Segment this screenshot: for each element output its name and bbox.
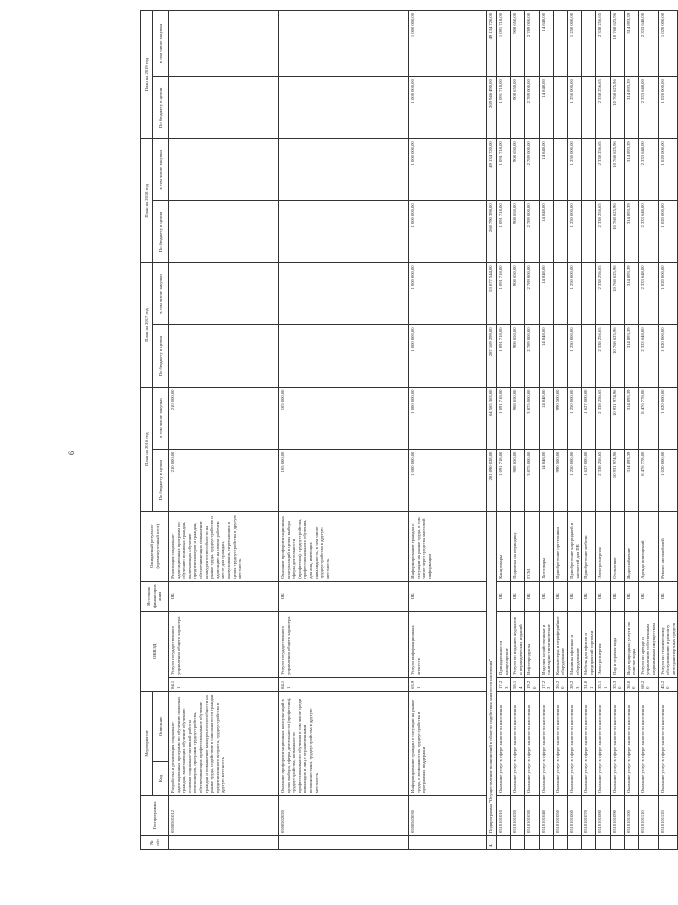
cell-code: 0500503030 <box>409 795 487 835</box>
cell-source: ОБ <box>279 581 409 611</box>
cell-source: ОБ <box>610 581 624 611</box>
cell-value: 1 250 000,00 <box>567 11 581 77</box>
cell-value <box>279 77 409 139</box>
cell-result: Подписка на периодику <box>511 511 525 581</box>
cell-blank <box>511 836 525 850</box>
cell-okved: 68.20 <box>638 677 658 691</box>
section-label: Подпрограмма "Осуществление полномочий в области содействия занятости населения" <box>487 511 497 835</box>
cell-value <box>582 263 596 325</box>
cell-okved-name: Услуги государственного управления общего характера <box>279 611 409 677</box>
header-program: Госпрограмма <box>141 795 169 835</box>
cell-okved-name: Принадлежности канцелярские <box>497 611 511 677</box>
cell-source: ОБ <box>624 581 638 611</box>
cell-result: Электроэнергия <box>596 511 610 581</box>
cell-name: Оказание услуг в сфере занятости населения <box>553 691 567 795</box>
cell-value: 14 848,00 <box>539 387 553 449</box>
cell-value: 2 789 000,00 <box>525 77 539 139</box>
table-row <box>511 11 525 850</box>
cell-value: 2 333 648,00 <box>638 77 658 139</box>
cell-value: 10 768 625,96 <box>610 77 624 139</box>
cell-value: 2 338 256,65 <box>596 201 610 263</box>
cell-source: ОБ <box>539 581 553 611</box>
cell-value: 2 338 256,65 <box>596 325 610 387</box>
cell-value: 990 500,00 <box>553 449 567 511</box>
cell-name: Оказание услуг в сфере занятости населения <box>539 691 553 795</box>
cell-source: ОБ <box>582 581 596 611</box>
cell-value: 2 333 648,00 <box>638 325 658 387</box>
cell-value: 1 250 000,00 <box>567 387 581 449</box>
cell-value: 14 848,00 <box>539 77 553 139</box>
cell-value: 2 789 000,00 <box>525 263 539 325</box>
cell-value <box>169 263 279 325</box>
table-row <box>553 11 567 850</box>
cell-value: 1 091 718,00 <box>497 77 511 139</box>
header-source: Источник финансирования <box>141 581 169 611</box>
cell-value: 1 000 000,00 <box>409 449 487 511</box>
cell-okved: 58.14 <box>511 677 525 691</box>
cell-value: 14 848,00 <box>539 11 553 77</box>
cell-name: Оказание профориентационных консультаций в целях выбора, сферы деятельности (профессии), трудоустройства, возможности профессионального обучения в том числе среди инвалидов и лиц с ограниченными возможностями, трудоустройства в другую местность <box>279 691 409 795</box>
cell-value: 1 091 718,00 <box>497 387 511 449</box>
cell-okved: 17.22 <box>539 677 553 691</box>
cell-value: 10 768 625,96 <box>610 263 624 325</box>
header-no: № п/п <box>141 836 169 850</box>
cell-value: 1 020 000,00 <box>658 325 678 387</box>
cell-code: 0510101040 <box>539 795 553 835</box>
cell-value: 210 000,00 <box>169 449 279 511</box>
table-row <box>169 11 279 850</box>
cell-value: 1 020 000,00 <box>658 201 678 263</box>
cell-value: 2 338 256,65 <box>596 387 610 449</box>
table-row <box>539 11 553 850</box>
cell-okved-name: Услуги по техническому обслуживанию и ремонту автотранспортных средств <box>658 611 678 677</box>
cell-okved-name: Пар и горячая вода <box>610 611 624 677</box>
cell-okved: 84.11 <box>279 677 409 691</box>
cell-value: 268 790 398,00 <box>487 201 497 263</box>
cell-value <box>279 263 409 325</box>
cell-name: Оказание услуг в сфере занятости населения <box>596 691 610 795</box>
cell-value <box>582 139 596 201</box>
cell-value <box>279 11 409 77</box>
cell-value: 908 650,00 <box>511 11 525 77</box>
detail-rows <box>497 11 678 850</box>
cell-source: ОБ <box>409 581 487 611</box>
cell-value: 908 650,00 <box>511 449 525 511</box>
cell-name: Оказание услуг в сфере занятости населения <box>658 691 678 795</box>
cell-okved: 19.20 <box>525 677 539 691</box>
cell-value: 1 250 000,00 <box>567 77 581 139</box>
cell-source: ОБ <box>525 581 539 611</box>
cell-okved-name: Услуги государственного управления общего характера <box>169 611 279 677</box>
cell-value: 1 091 718,00 <box>497 201 511 263</box>
cell-value: 1 000 000,00 <box>409 387 487 449</box>
cell-value: 8 476 778,00 <box>638 449 658 511</box>
cell-code: 0510101090 <box>610 795 624 835</box>
cell-okved-name: Услуги по аренде и управлению собственным недвижимым имуществом <box>638 611 658 677</box>
cell-okved: 31.01 <box>582 677 596 691</box>
cell-value: 105 000,00 <box>279 387 409 449</box>
cell-value: 2 789 000,00 <box>525 139 539 201</box>
cell-value: 10 768 625,96 <box>610 325 624 387</box>
header-plan-2016: План на 2016 год <box>141 387 153 511</box>
cell-value: 1 020 000,00 <box>658 449 678 511</box>
cell-code: 0510101030 <box>525 795 539 835</box>
cell-value <box>582 77 596 139</box>
cell-value: 1 000 000,00 <box>409 139 487 201</box>
cell-value: 908 650,00 <box>511 263 525 325</box>
cell-value: 1 020 000,00 <box>658 11 678 77</box>
header-code: Код <box>153 761 169 795</box>
cell-value: 2 789 000,00 <box>525 11 539 77</box>
cell-value <box>553 11 567 77</box>
cell-value: 14 848,00 <box>539 325 553 387</box>
cell-value: 314 893,39 <box>624 77 638 139</box>
cell-code: 0510101070 <box>582 795 596 835</box>
cell-value: 2 789 000,00 <box>525 201 539 263</box>
cell-value: 53 077 544,00 <box>487 263 497 325</box>
cell-okved: 84.11 <box>169 677 279 691</box>
cell-value: 10 768 625,96 <box>610 11 624 77</box>
cell-value <box>169 139 279 201</box>
cell-result: Приобретение мебели <box>582 511 596 581</box>
cell-value: 105 000,00 <box>279 449 409 511</box>
cell-code: 0510101060 <box>567 795 581 835</box>
cell-result: Оказание профориентационных консультаций в целях выбора сферы деятельности (профессии), трудоустройства, профессионального обучения, для лиц, имеющих инвалидность, в том числе трудоустройства в другую местность <box>279 511 409 581</box>
cell-name: Оказание услуг в сфере занятости населения <box>624 691 638 795</box>
cell-value <box>279 201 409 263</box>
cell-code: 0510101050 <box>553 795 567 835</box>
cell-blank <box>658 836 678 850</box>
cell-value: 908 650,00 <box>511 139 525 201</box>
cell-blank <box>525 836 539 850</box>
cell-value: 3 875 000,00 <box>525 449 539 511</box>
cell-value: 1 627 000,00 <box>582 387 596 449</box>
header-plan-2018: План на 2018 год <box>141 139 153 263</box>
cell-name: Оказание услуг в сфере занятости населения <box>567 691 581 795</box>
cell-okved: 26.20 <box>553 677 567 691</box>
procurement-plan-table <box>140 10 678 850</box>
table-row <box>658 11 678 850</box>
cell-value: 281 890 028,00 <box>487 449 497 511</box>
cell-source: ОБ <box>511 581 525 611</box>
table-row <box>582 11 596 850</box>
cell-result: Информирование граждан о ситуации на рынке труда, в том числе через средства массовой информации <box>409 511 487 581</box>
cell-value: 14 848,00 <box>539 449 553 511</box>
cell-blank <box>497 836 511 850</box>
cell-code: 0510101120 <box>658 795 678 835</box>
cell-value: 908 650,00 <box>511 77 525 139</box>
cell-result: Хозтовары <box>539 511 553 581</box>
cell-okved-name: Услуги по изданию журналов и периодических изданий <box>511 611 525 677</box>
cell-value: 49 134 720,00 <box>487 139 497 201</box>
header-budget: По бюджету в целом <box>153 201 169 263</box>
cell-value: 2 333 648,00 <box>638 139 658 201</box>
page-number: 6 <box>67 451 76 455</box>
cell-name: Информирование граждан о ситуации на рынке труда, о возможностях трудоустройства и программах поддержки <box>409 691 487 795</box>
cell-value: 314 893,39 <box>624 449 638 511</box>
table-row <box>567 11 581 850</box>
cell-result: Приобретение картриджей и запчастей для ПК <box>567 511 581 581</box>
cell-value <box>553 263 567 325</box>
header-budget: По бюджету в целом <box>153 449 169 511</box>
cell-value: 1 000 000,00 <box>409 201 487 263</box>
cell-okved-name: Нефтепродукты <box>525 611 539 677</box>
header-plan-2017: План на 2017 год <box>141 263 153 387</box>
cell-value: 314 893,39 <box>624 325 638 387</box>
cell-code: 0510101080 <box>596 795 610 835</box>
cell-code: 0500501012 <box>169 795 279 835</box>
header-incl: в том числе закупки <box>153 139 169 201</box>
cell-value <box>553 325 567 387</box>
cell-value: 1 020 000,00 <box>658 77 678 139</box>
cell-value: 14 848,00 <box>539 263 553 325</box>
cell-value: 2 338 256,65 <box>596 263 610 325</box>
rotated-table-page <box>140 10 676 850</box>
cell-value: 2 338 256,65 <box>596 77 610 139</box>
cell-result: Водоснабжение <box>624 511 638 581</box>
cell-code: 0510101020 <box>511 795 525 835</box>
header-budget: По бюджету в целом <box>153 325 169 387</box>
cell-blank <box>539 836 553 850</box>
cell-source: ОБ <box>638 581 658 611</box>
cell-okved-name: Электроэнергия <box>596 611 610 677</box>
cell-value: 2 789 000,00 <box>525 325 539 387</box>
cell-okved-name: Компьютеры и периферийное оборудование <box>553 611 567 677</box>
cell-source: ОБ <box>567 581 581 611</box>
table-row <box>497 11 511 850</box>
cell-value: 1 000 000,00 <box>409 77 487 139</box>
cell-name: Оказание услуг в сфере занятости населения <box>638 691 658 795</box>
cell-name: Оказание услуг в сфере занятости населения <box>511 691 525 795</box>
cell-value: 314 893,39 <box>624 139 638 201</box>
cell-value: 1 000 000,00 <box>409 263 487 325</box>
cell-value: 2 333 648,00 <box>638 201 658 263</box>
cell-value: 210 000,00 <box>169 387 279 449</box>
cell-value <box>582 325 596 387</box>
cell-okved-name: Услуги информационных агентств <box>409 611 487 677</box>
cell-blank <box>553 836 567 850</box>
cell-value: 1 091 718,00 <box>497 449 511 511</box>
cell-value: 8 476 778,00 <box>638 387 658 449</box>
cell-value: 2 338 256,65 <box>596 11 610 77</box>
cell-blank <box>624 836 638 850</box>
table-row <box>624 11 638 850</box>
cell-value: 1 091 718,00 <box>497 325 511 387</box>
cell-result: Отопление <box>610 511 624 581</box>
cell-name: Оказание услуг в сфере занятости населения <box>610 691 624 795</box>
cell-blank <box>582 836 596 850</box>
cell-value <box>169 11 279 77</box>
cell-code: 0500502020 <box>279 795 409 835</box>
cell-value: 10 931 974,96 <box>610 387 624 449</box>
cell-okved: 36.00 <box>624 677 638 691</box>
cell-name: Оказание услуг в сфере занятости населения <box>497 691 511 795</box>
header-okved: ОКВЭД <box>141 611 169 691</box>
cell-result: Реализация социально-адаптационных программ по обучению пожилых граждан, включающих обучение предпенсионеров и граждан, обеспечивающих повышение конкурентоспособности на рынке труда, трудоустройство и адаптацию на новом рабочем месте для граждан, выпускников, переехавших в целях трудоустройства в другую местность <box>169 511 279 581</box>
cell-value: 2 333 648,00 <box>638 263 658 325</box>
cell-source: ОБ <box>497 581 511 611</box>
cell-value: 269 946 490,00 <box>487 77 497 139</box>
cell-okved: 28.23 <box>567 677 581 691</box>
cell-value: 1 250 000,00 <box>567 325 581 387</box>
header-activity: Мероприятие <box>141 691 153 795</box>
table-row <box>279 11 409 850</box>
cell-value: 287 169 299,00 <box>487 325 497 387</box>
cell-value: 2 338 256,65 <box>596 449 610 511</box>
cell-value: 314 893,39 <box>624 11 638 77</box>
cell-okved-name: Машины офисные и оборудование <box>567 611 581 677</box>
cell-okved: 35.30 <box>610 677 624 691</box>
cell-value <box>553 77 567 139</box>
cell-value: 1 091 718,00 <box>497 263 511 325</box>
cell-value: 64 565 363,00 <box>487 387 497 449</box>
cell-value: 908 650,00 <box>511 387 525 449</box>
cell-value: 908 650,00 <box>511 201 525 263</box>
cell-value: 1 627 000,00 <box>582 449 596 511</box>
cell-blank <box>638 836 658 850</box>
cell-value: 1 020 000,00 <box>658 139 678 201</box>
header-incl: в том числе закупки <box>153 387 169 449</box>
cell-blank <box>610 836 624 850</box>
cell-code: 0510101110 <box>638 795 658 835</box>
cell-name: Оказание услуг в сфере занятости населения <box>525 691 539 795</box>
cell-value <box>582 201 596 263</box>
cell-value: 990 500,00 <box>553 387 567 449</box>
cell-blank <box>567 836 581 850</box>
cell-value <box>279 325 409 387</box>
header-budget: По бюджету в целом <box>153 77 169 139</box>
cell-result: Аренда помещений <box>638 511 658 581</box>
cell-value <box>553 139 567 201</box>
table-row <box>610 11 624 850</box>
cell-code: 0510101100 <box>624 795 638 835</box>
cell-result: Канцтовары <box>497 511 511 581</box>
cell-name: Разработка и реализация социально-адаптационных программ по обучению пожилых граждан, включающих обучение обучению основам социально-активной работы пенсионеров, программ трудоустройства, обеспечивающих профессиональное обучение граждан и повышение конкурентоспособности на рынке труда, содействие в самозанятости граждан предпенсионного возраста, трудоустройства в другую местность <box>169 691 279 795</box>
cell-source: ОБ <box>553 581 567 611</box>
section-row: 4. Подпрограмма "Осуществление полномочий в области содействия занятости населения" 281 890 028,00 64 565 363,00 287 169 299,00 53 077 544,00 268 790 398,00 49 134 720,00 269 946 490,00 49 134 720,00 <box>487 11 497 850</box>
cell-value <box>169 325 279 387</box>
cell-value: 314 893,39 <box>624 387 638 449</box>
cell-value: 49 134 720,00 <box>487 11 497 77</box>
cell-okved-name: Мебель для офисов и предприятий торговли <box>582 611 596 677</box>
cell-value: 10 768 625,96 <box>610 139 624 201</box>
header-incl: в том числе закупки <box>153 11 169 77</box>
cell-value: 1 250 000,00 <box>567 263 581 325</box>
cell-value: 1 091 718,00 <box>497 11 511 77</box>
cell-value: 1 250 000,00 <box>567 449 581 511</box>
cell-result: Приобретение оргтехники <box>553 511 567 581</box>
cell-value: 10 931 974,96 <box>610 449 624 511</box>
cell-result: Ремонт автомобилей <box>658 511 678 581</box>
cell-value: 2 333 648,00 <box>638 11 658 77</box>
cell-okved: 63.91 <box>409 677 487 691</box>
cell-value: 1 250 000,00 <box>567 201 581 263</box>
cell-code: 0510101010 <box>497 795 511 835</box>
cell-value: 1 091 718,00 <box>497 139 511 201</box>
cell-okved: 35.11 <box>596 677 610 691</box>
cell-value: 14 848,00 <box>539 201 553 263</box>
table-row <box>409 11 487 850</box>
cell-value: 1 250 000,00 <box>567 139 581 201</box>
cell-value: 3 875 000,00 <box>525 387 539 449</box>
cell-source: ОБ <box>169 581 279 611</box>
cell-value: 2 338 256,65 <box>596 139 610 201</box>
cell-value: 1 000 000,00 <box>409 325 487 387</box>
cell-value <box>279 139 409 201</box>
cell-name: Оказание услуг в сфере занятости населения <box>582 691 596 795</box>
cell-okved-name: Изделия хозяйственные и санитарно-гигиенические <box>539 611 553 677</box>
cell-value: 314 893,39 <box>624 263 638 325</box>
header-result: Ожидаемый результат (промежуточный итог) <box>141 511 169 581</box>
header-name: Описание <box>153 691 169 761</box>
cell-value: 14 848,00 <box>539 139 553 201</box>
cell-value: 1 000 000,00 <box>409 11 487 77</box>
cell-source: ОБ <box>658 581 678 611</box>
cell-value: 1 020 000,00 <box>658 387 678 449</box>
cell-okved: 17.23 <box>497 677 511 691</box>
cell-result: ГСМ <box>525 511 539 581</box>
header-incl: в том числе закупки <box>153 263 169 325</box>
header-plan-2019: План на 2019 год <box>141 11 153 139</box>
cell-value <box>582 11 596 77</box>
cell-blank <box>596 836 610 850</box>
cell-value: 908 650,00 <box>511 325 525 387</box>
cell-okved: 45.20 <box>658 677 678 691</box>
cell-value: 10 768 625,96 <box>610 201 624 263</box>
cell-source: ОБ <box>596 581 610 611</box>
cell-value: 1 020 000,00 <box>658 263 678 325</box>
cell-value: 314 893,39 <box>624 201 638 263</box>
table-row <box>525 11 539 850</box>
cell-value <box>169 201 279 263</box>
cell-value <box>169 77 279 139</box>
table-row <box>596 11 610 850</box>
table-row <box>638 11 658 850</box>
cell-value <box>553 201 567 263</box>
cell-okved-name: Вода природная; услуги по очистке воды <box>624 611 638 677</box>
